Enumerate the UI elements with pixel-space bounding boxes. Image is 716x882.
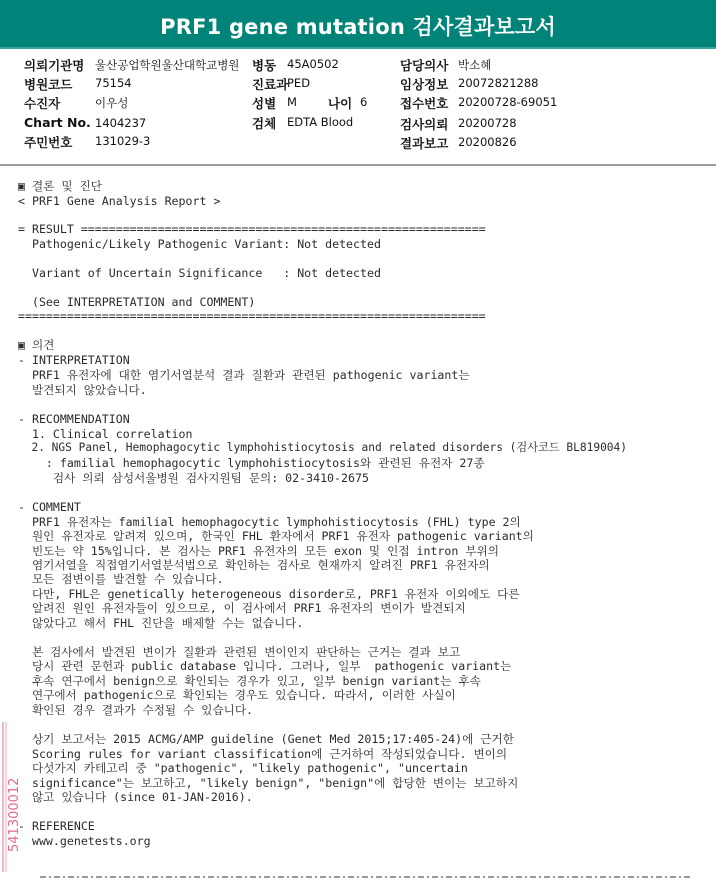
report-line: 1. Clinical correlation — [18, 427, 193, 441]
report-line: - REFERENCE — [18, 819, 95, 833]
barcode-number: 541300012 — [7, 777, 22, 852]
report-line: Pathogenic/Likely Pathogenic Variant: Not detected — [18, 237, 381, 251]
age-value: 6 — [360, 95, 368, 109]
cut-off-footer-line — [0, 868, 716, 882]
ward-value: 45A0502 — [287, 57, 339, 71]
receipt-no-label: 접수번호 — [400, 96, 449, 111]
patient-info-block — [0, 50, 716, 162]
clinical-info-label: 임상정보 — [400, 77, 449, 92]
report-line: 다섯가지 카테고리 중 "pathogenic", "likely pathogenic", "uncertain — [18, 761, 468, 775]
barcode-stamp — [0, 712, 28, 872]
hospital-code-label: 병원코드 — [24, 77, 73, 92]
report-line: Scoring rules for variant classification에 근거하여 작성되었습니다. 변이의 — [18, 747, 508, 761]
report-line: < PRF1 Gene Analysis Report > — [18, 194, 221, 208]
sex-value: M — [287, 95, 297, 109]
report-line: - RECOMMENDATION — [18, 412, 130, 426]
id-no-label: 주민번호 — [24, 135, 73, 150]
receipt-no-value: 20200728-69051 — [458, 95, 558, 109]
report-line: PRF1 유전자에 대한 염기서열분석 결과 질환과 관련된 pathogenic variant는 — [18, 368, 470, 382]
report-title: PRF1 gene mutation 검사결과보고서 — [160, 15, 556, 39]
report-line: 염기서열을 직접염기서열분석법으로 확인하는 검사로 현재까지 알려진 PRF1 유전자의 — [18, 558, 490, 572]
physician-label: 담당의사 — [400, 58, 449, 73]
clinical-info-value: 20072821288 — [458, 76, 539, 90]
department-value: PED — [287, 76, 311, 90]
report-line: 당시 관련 문헌과 public database 입니다. 그러나, 일부 pathogenic variant는 — [18, 659, 512, 673]
report-line: Variant of Uncertain Significance : Not detected — [18, 266, 381, 280]
report-line: significance"는 보고하고, "likely benign", "benign"에 합당한 변이는 보고하지 — [18, 776, 519, 790]
id-no-value: 131029-3 — [95, 134, 151, 148]
report-line: 확인된 경우 결과가 수정될 수 있습니다. — [18, 703, 254, 717]
request-date-label: 검사의뢰 — [400, 117, 449, 132]
report-line: - COMMENT — [18, 500, 81, 514]
report-line: 원인 유전자로 알려져 있으며, 한국인 FHL 환자에서 PRF1 유전자 pathogenic variant의 — [18, 529, 534, 543]
report-line: 2. NGS Panel, Hemophagocytic lymphohistiocytosis and related disorders (검사코드 BL819004) — [18, 441, 628, 454]
report-line: (See INTERPRETATION and COMMENT) — [18, 295, 256, 309]
report-line: 않았다고 해서 FHL 진단을 배제할 수는 없습니다. — [18, 616, 304, 630]
ward-label: 병동 — [252, 58, 277, 73]
report-line: 모든 점변이를 발견할 수 있습니다. — [18, 572, 224, 586]
report-line: www.genetests.org — [18, 834, 151, 848]
report-line: 본 검사에서 발견된 변이가 질환과 관련된 변이인지 판단하는 근거는 결과 보고 — [18, 645, 461, 659]
requesting-institution-label: 의뢰기관명 — [24, 58, 85, 73]
report-date-label: 결과보고 — [400, 136, 449, 151]
report-line: 후속 연구에서 benign으로 확인되는 경우가 있고, 일부 benign variant는 후속 — [18, 674, 481, 688]
report-date-value: 20200826 — [458, 135, 517, 149]
info-divider — [0, 164, 716, 166]
report-line: 발견되지 않았습니다. — [18, 383, 147, 397]
report-line: = RESULT ========================================================== — [18, 222, 486, 236]
physician-value: 박소혜 — [458, 58, 492, 72]
sex-label: 성별 — [252, 96, 277, 111]
hospital-code-value: 75154 — [95, 76, 132, 90]
report-line: 알려진 원인 유전자들이 있으므로, 이 검사에서 PRF1 유전자의 변이가 발견되지 — [18, 601, 466, 615]
report-header — [0, 0, 716, 49]
specimen-label: 검체 — [252, 116, 277, 131]
report-line: - INTERPRETATION — [18, 353, 130, 367]
chart-no-value: 1404237 — [95, 116, 147, 130]
department-label: 진료과 — [252, 77, 289, 92]
report-line: 않고 있습니다 (since 01-JAN-2016). — [18, 790, 253, 804]
requesting-institution-value: 울산공업학원울산대학교병원 — [95, 58, 240, 72]
report-line: 검사 의뢰 삼성서울병원 검사지원팀 문의: 02-3410-2675 — [18, 471, 369, 485]
report-line: ▣ 결론 및 진단 — [18, 179, 102, 193]
report-line: 빈도는 약 15%입니다. 본 검사는 PRF1 유전자의 모든 exon 및 인접 intron 부위의 — [18, 544, 499, 558]
patient-value: 이우성 — [95, 96, 129, 110]
report-line: 연구에서 pathogenic으로 확인되는 경우도 있습니다. 따라서, 이러한 사실이 — [18, 688, 456, 702]
chart-no-label: Chart No. — [24, 115, 91, 130]
report-line: PRF1 유전자는 familial hemophagocytic lymphohistiocytosis (FHL) type 2의 — [18, 515, 521, 529]
specimen-value: EDTA Blood — [287, 115, 354, 129]
report-line: 다만, FHL은 genetically heterogeneous disorder로, PRF1 유전자 이외에도 다른 — [18, 587, 520, 601]
report-line: ▣ 의견 — [18, 338, 55, 352]
report-line: 상기 보고서는 2015 ACMG/AMP guideline (Genet Med 2015;17:405-24)에 근거한 — [18, 732, 514, 746]
patient-label: 수진자 — [24, 96, 61, 111]
age-label: 나이 — [328, 96, 353, 111]
request-date-value: 20200728 — [458, 116, 517, 130]
report-line: : familial hemophagocytic lymphohistiocytosis와 관련된 유전자 27종 — [18, 456, 485, 470]
report-line: =================================================================== — [18, 309, 486, 323]
